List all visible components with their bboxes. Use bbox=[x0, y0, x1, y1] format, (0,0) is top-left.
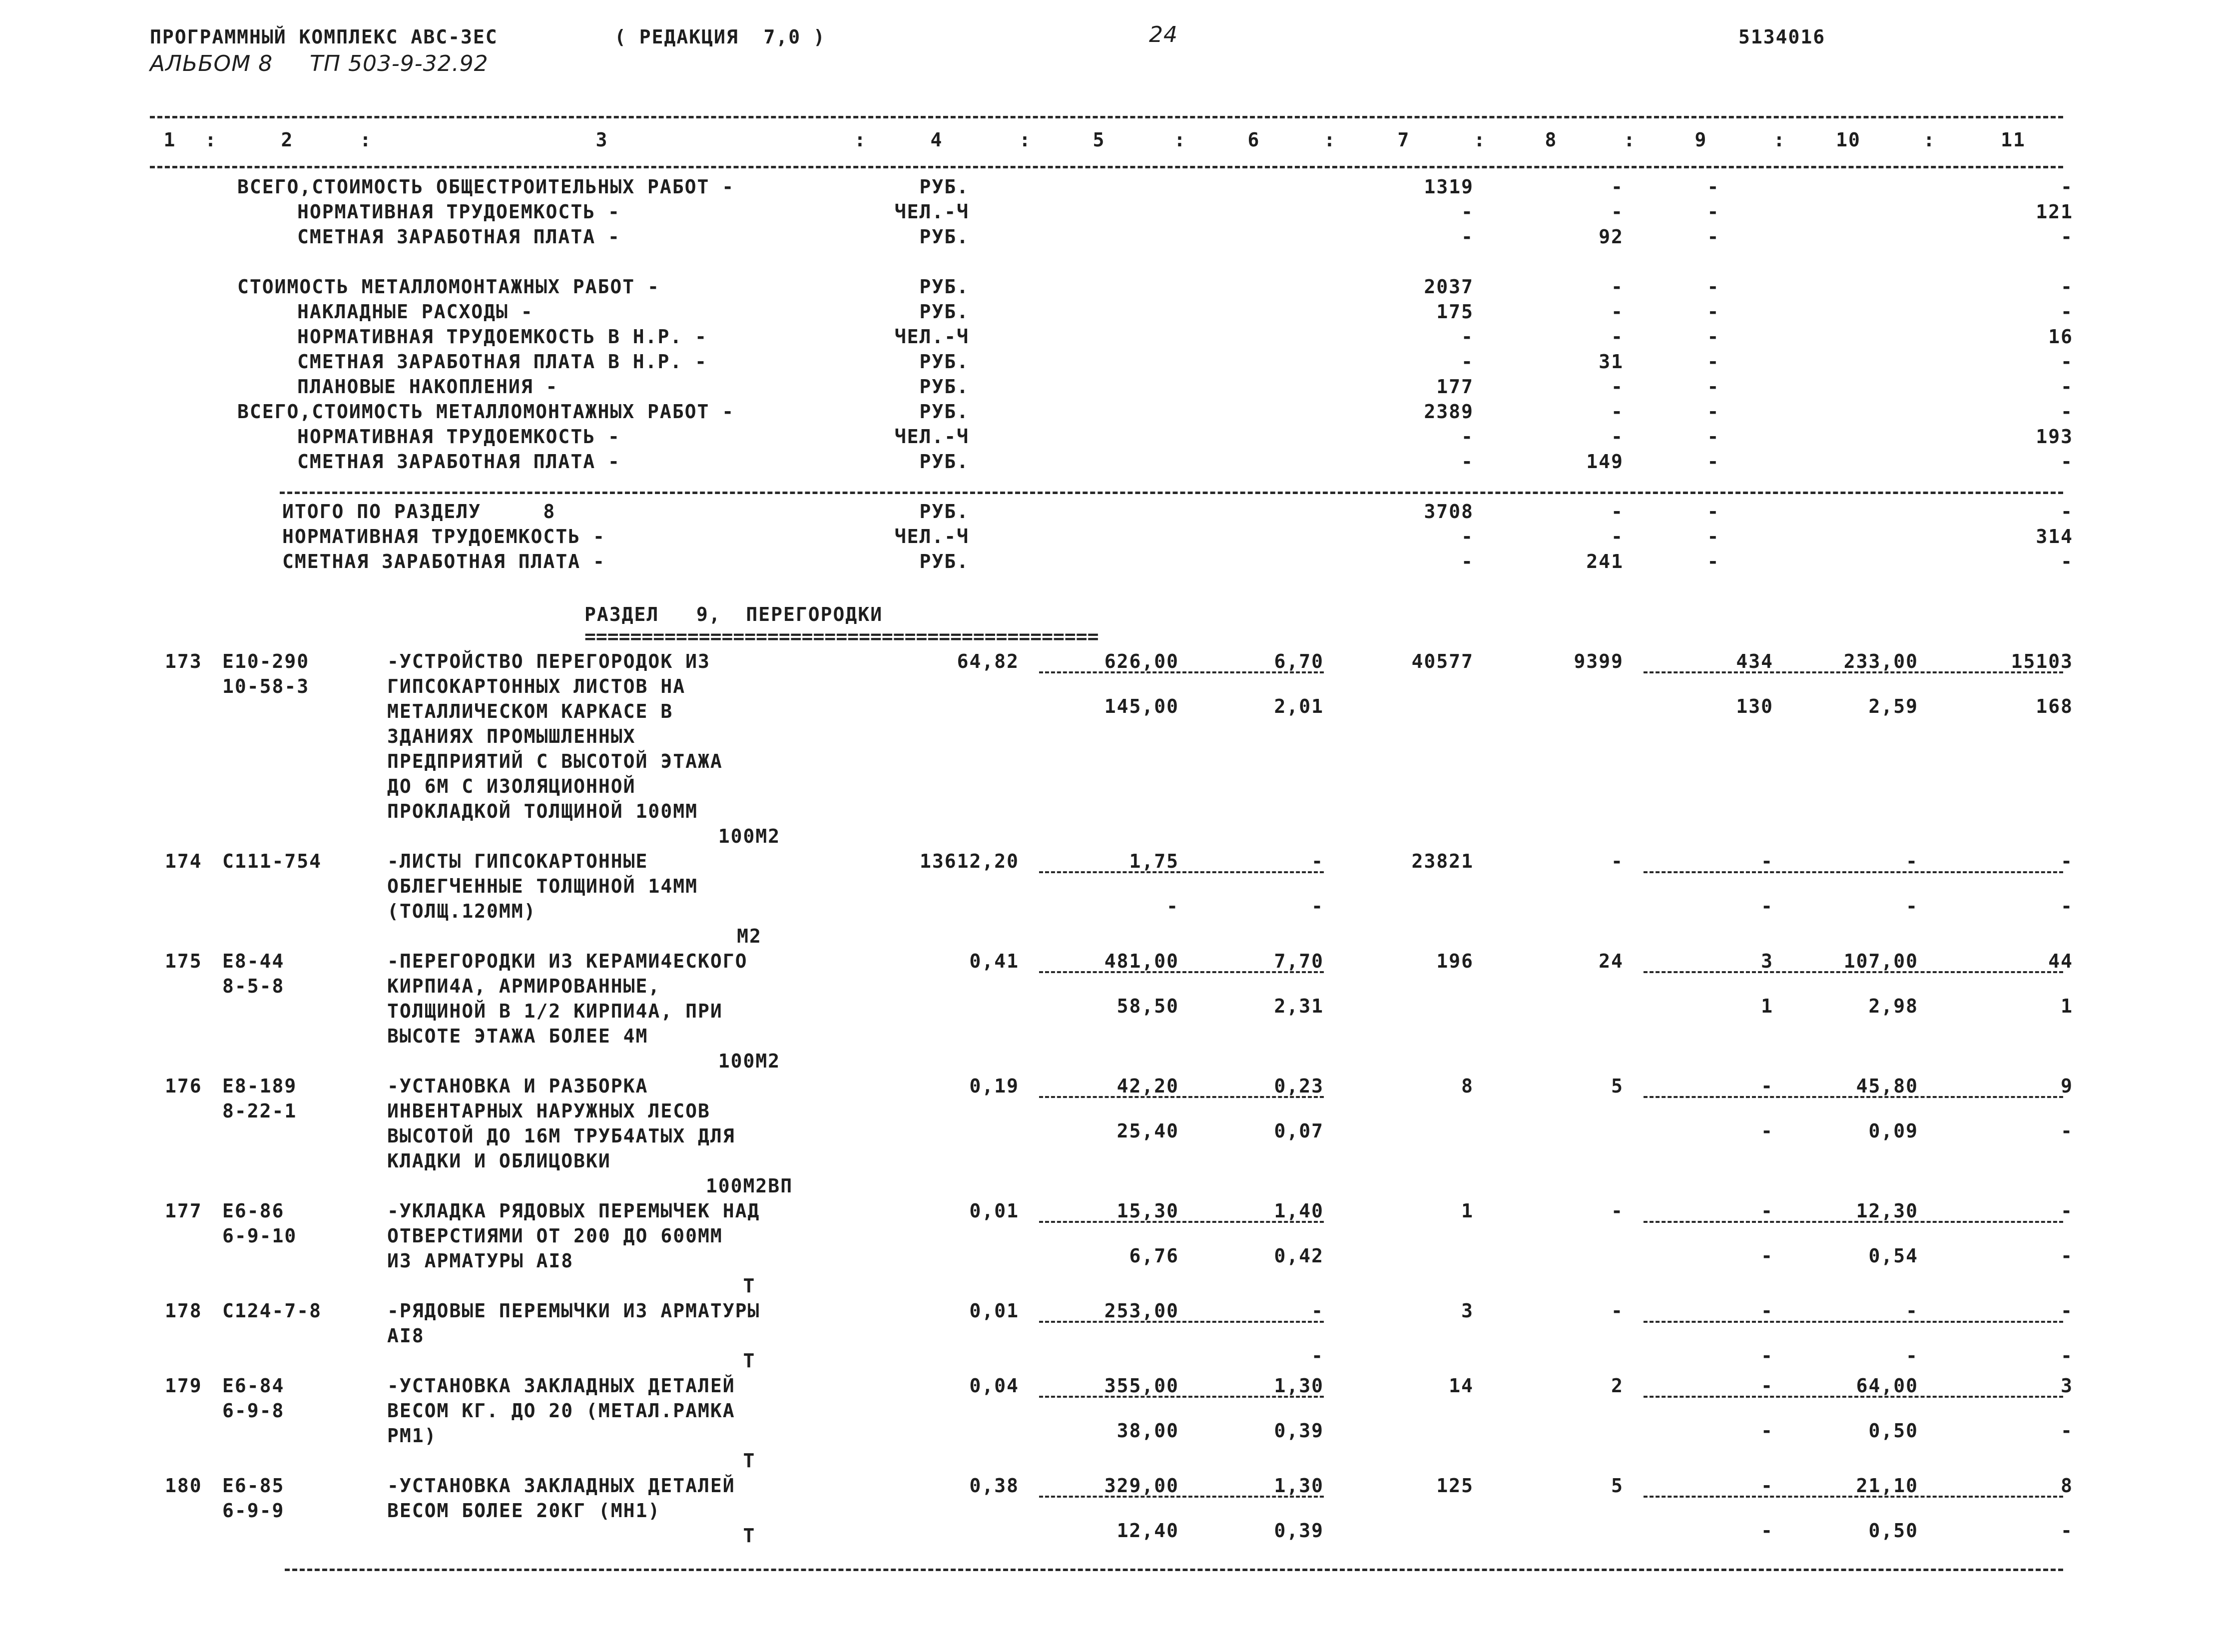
item-col5-wages: 25,40 bbox=[1116, 1120, 1179, 1142]
item-col8: 9399 bbox=[1574, 650, 1624, 672]
item-description-line: ПРОКЛАДКОЙ ТОЛЩИНОЙ 100ММ bbox=[387, 800, 698, 822]
column-separator: : bbox=[854, 129, 867, 151]
item-subrule bbox=[1039, 871, 1324, 873]
item-col10: - bbox=[1906, 850, 1918, 872]
item-col10-wages: 0,54 bbox=[1868, 1245, 1918, 1267]
item-col11-wages: 1 bbox=[2061, 995, 2073, 1017]
summary-label: ИТОГО ПО РАЗДЕЛУ 8 bbox=[282, 501, 556, 523]
item-col5: 481,00 bbox=[1104, 950, 1179, 972]
summary-col8: 149 bbox=[1586, 451, 1624, 473]
summary-label: НОРМАТИВНАЯ ТРУДОЕМКОСТЬ - bbox=[297, 201, 620, 223]
item-col11: - bbox=[2061, 1300, 2073, 1322]
item-col7: 3 bbox=[1461, 1300, 1474, 1322]
summary-unit: РУБ. bbox=[919, 401, 969, 423]
item-number: 179 bbox=[165, 1375, 202, 1397]
item-description-line: ГИПСОКАРТОННЫХ ЛИСТОВ НА bbox=[387, 675, 686, 697]
summary-col8: 31 bbox=[1599, 351, 1624, 373]
item-number: 177 bbox=[165, 1200, 202, 1222]
item-col8: 5 bbox=[1611, 1075, 1624, 1097]
item-col10: 64,00 bbox=[1856, 1375, 1918, 1397]
item-description-line: ВЕСОМ БОЛЕЕ 20КГ (МН1) bbox=[387, 1500, 661, 1522]
item-subrule bbox=[1039, 1221, 1324, 1223]
summary-col11: - bbox=[2061, 226, 2073, 248]
column-separator: : bbox=[205, 129, 217, 151]
item-subcode: 10-58-3 bbox=[222, 675, 310, 697]
item-col10: 233,00 bbox=[1843, 650, 1918, 672]
item-description-line: -ЛИСТЫ ГИПСОКАРТОННЫЕ bbox=[387, 850, 648, 872]
summary-col9: - bbox=[1707, 376, 1720, 398]
item-code: С111-754 bbox=[222, 850, 322, 872]
item-subcode: 8-22-1 bbox=[222, 1100, 297, 1122]
summary-col9: - bbox=[1707, 201, 1720, 223]
item-col6: 1,30 bbox=[1274, 1375, 1324, 1397]
column-separator: : bbox=[360, 129, 372, 151]
item-col11-wages: 168 bbox=[2036, 695, 2073, 717]
item-col9-wages: - bbox=[1761, 1520, 1773, 1542]
item-quantity: 0,19 bbox=[969, 1075, 1019, 1097]
summary-col9: - bbox=[1707, 501, 1720, 523]
summary-col11: - bbox=[2061, 551, 2073, 572]
item-col9-wages: - bbox=[1761, 1120, 1773, 1142]
summary-label: СМЕТНАЯ ЗАРАБОТНАЯ ПЛАТА В Н.Р. - bbox=[297, 351, 707, 373]
item-description-line: ПРЕДПРИЯТИЙ С ВЫСОТОЙ ЭТАЖА bbox=[387, 750, 723, 772]
summary-col9: - bbox=[1707, 226, 1720, 248]
header-rule-top bbox=[150, 116, 2063, 118]
page-number: 24 bbox=[1149, 22, 1178, 47]
item-description-line: ОБЛЕГЧЕННЫЕ ТОЛЩИНОЙ 14ММ bbox=[387, 875, 698, 897]
summary-col7: - bbox=[1461, 551, 1474, 572]
item-col5-wages: 38,00 bbox=[1116, 1420, 1179, 1442]
summary-unit: РУБ. bbox=[919, 276, 969, 298]
item-col7: 125 bbox=[1436, 1475, 1474, 1497]
summary-col8: - bbox=[1611, 376, 1624, 398]
summary-label: НАКЛАДНЫЕ РАСХОДЫ - bbox=[297, 301, 534, 323]
summary-label: СМЕТНАЯ ЗАРАБОТНАЯ ПЛАТА - bbox=[297, 451, 620, 473]
summary-unit: РУБ. bbox=[919, 226, 969, 248]
item-col11: 44 bbox=[2048, 950, 2073, 972]
item-description-line: -УСТАНОВКА И РАЗБОРКА bbox=[387, 1075, 648, 1097]
column-header-11: 11 bbox=[2001, 129, 2026, 151]
item-col6-wages: 0,07 bbox=[1274, 1120, 1324, 1142]
item-col11: 8 bbox=[2061, 1475, 2073, 1497]
item-col9-wages: - bbox=[1761, 895, 1773, 917]
summary-unit: РУБ. bbox=[919, 176, 969, 198]
item-unit: Т bbox=[743, 1275, 756, 1297]
summary-col7: 3708 bbox=[1424, 501, 1474, 523]
summary-label: СМЕТНАЯ ЗАРАБОТНАЯ ПЛАТА - bbox=[282, 551, 605, 572]
item-col10: - bbox=[1906, 1300, 1918, 1322]
item-description-line: РМ1) bbox=[387, 1425, 437, 1447]
item-subrule bbox=[1644, 1321, 2063, 1323]
item-col6: 0,23 bbox=[1274, 1075, 1324, 1097]
item-col11-wages: - bbox=[2061, 1120, 2073, 1142]
summary-col11: - bbox=[2061, 301, 2073, 323]
item-col11: 3 bbox=[2061, 1375, 2073, 1397]
item-col10-wages: - bbox=[1906, 1345, 1918, 1367]
column-header-4: 4 bbox=[930, 129, 943, 151]
item-col6: 1,30 bbox=[1274, 1475, 1324, 1497]
item-quantity: 13612,20 bbox=[919, 850, 1019, 872]
item-col6-wages: - bbox=[1311, 895, 1324, 917]
item-description-line: МЕТАЛЛИЧЕСКОМ КАРКАСЕ В bbox=[387, 700, 673, 722]
item-col7: 14 bbox=[1449, 1375, 1474, 1397]
summary-unit: РУБ. bbox=[919, 351, 969, 373]
header-rule-bottom bbox=[150, 166, 2063, 168]
summary-col8: - bbox=[1611, 401, 1624, 423]
item-col5: 42,20 bbox=[1116, 1075, 1179, 1097]
item-subrule bbox=[1644, 1221, 2063, 1223]
item-col7: 1 bbox=[1461, 1200, 1474, 1222]
column-separator: : bbox=[1174, 129, 1186, 151]
item-col9: - bbox=[1761, 1200, 1773, 1222]
item-col11-wages: - bbox=[2061, 1345, 2073, 1367]
column-header-2: 2 bbox=[281, 129, 294, 151]
summary-col9: - bbox=[1707, 451, 1720, 473]
item-col6: 1,40 bbox=[1274, 1200, 1324, 1222]
summary-col11: - bbox=[2061, 376, 2073, 398]
item-col10: 45,80 bbox=[1856, 1075, 1918, 1097]
summary-col11: - bbox=[2061, 176, 2073, 198]
item-description-line: -УКЛАДКА РЯДОВЫХ ПЕРЕМЫЧЕК НАД bbox=[387, 1200, 760, 1222]
item-col7: 8 bbox=[1461, 1075, 1474, 1097]
summary-col11: - bbox=[2061, 401, 2073, 423]
item-col7: 23821 bbox=[1411, 850, 1474, 872]
item-subrule bbox=[1039, 971, 1324, 973]
summary-label: ПЛАНОВЫЕ НАКОПЛЕНИЯ - bbox=[297, 376, 558, 398]
item-col5-wages: 6,76 bbox=[1129, 1245, 1179, 1267]
summary-col8: - bbox=[1611, 526, 1624, 548]
summary-col7: 177 bbox=[1436, 376, 1474, 398]
item-col6: - bbox=[1311, 850, 1324, 872]
item-subrule bbox=[1039, 1396, 1324, 1398]
item-col7: 40577 bbox=[1411, 650, 1474, 672]
summary-unit: ЧЕЛ.-Ч bbox=[894, 526, 969, 548]
item-subrule bbox=[1644, 871, 2063, 873]
item-subrule bbox=[1039, 1321, 1324, 1323]
summary-col11: - bbox=[2061, 451, 2073, 473]
item-description-line: -УСТАНОВКА ЗАКЛАДНЫХ ДЕТАЛЕЙ bbox=[387, 1375, 735, 1397]
item-code: Е6-86 bbox=[222, 1200, 285, 1222]
item-subcode: 6-9-10 bbox=[222, 1225, 297, 1247]
item-col9-wages: - bbox=[1761, 1245, 1773, 1267]
item-col5-wages: 12,40 bbox=[1116, 1520, 1179, 1542]
column-header-7: 7 bbox=[1397, 129, 1410, 151]
program-title: ПРОГРАММНЫЙ КОМПЛЕКС АВС-3ЕС bbox=[150, 26, 498, 48]
item-col6-wages: 0,39 bbox=[1274, 1520, 1324, 1542]
summary-col8: - bbox=[1611, 276, 1624, 298]
item-quantity: 0,41 bbox=[969, 950, 1019, 972]
summary-col7: 2037 bbox=[1424, 276, 1474, 298]
item-description-line: ЗДАНИЯХ ПРОМЫШЛЕННЫХ bbox=[387, 725, 636, 747]
bottom-rule bbox=[285, 1569, 2063, 1571]
item-col11-wages: - bbox=[2061, 1420, 2073, 1442]
item-col9: - bbox=[1761, 1075, 1773, 1097]
item-code: С124-7-8 bbox=[222, 1300, 322, 1322]
summary-label: ВСЕГО,СТОИМОСТЬ МЕТАЛЛОМОНТАЖНЫХ РАБОТ - bbox=[237, 401, 735, 423]
summary-col8: 92 bbox=[1599, 226, 1624, 248]
item-unit: 100М2 bbox=[718, 1050, 781, 1072]
section-title: РАЗДЕЛ 9, ПЕРЕГОРОДКИ bbox=[584, 603, 883, 625]
item-col9-wages: 130 bbox=[1736, 695, 1773, 717]
item-unit: 100М2 bbox=[718, 825, 781, 847]
item-col9-wages: 1 bbox=[1761, 995, 1773, 1017]
summary-col8: - bbox=[1611, 501, 1624, 523]
summary-rule bbox=[280, 492, 2063, 494]
item-description-line: -РЯДОВЫЕ ПЕРЕМЫЧКИ ИЗ АРМАТУРЫ bbox=[387, 1300, 760, 1322]
item-description-line: -ПЕРЕГОРОДКИ ИЗ КЕРАМИ4ЕСКОГО bbox=[387, 950, 748, 972]
item-number: 176 bbox=[165, 1075, 202, 1097]
item-code: Е8-189 bbox=[222, 1075, 297, 1097]
summary-col9: - bbox=[1707, 426, 1720, 448]
item-col10: 12,30 bbox=[1856, 1200, 1918, 1222]
summary-unit: РУБ. bbox=[919, 501, 969, 523]
item-code: Е10-290 bbox=[222, 650, 310, 672]
item-col5-wages: 58,50 bbox=[1116, 995, 1179, 1017]
item-description-line: ИНВЕНТАРНЫХ НАРУЖНЫХ ЛЕСОВ bbox=[387, 1100, 710, 1122]
item-col10-wages: 2,59 bbox=[1868, 695, 1918, 717]
item-subrule bbox=[1644, 971, 2063, 973]
item-description-line: ИЗ АРМАТУРЫ АI8 bbox=[387, 1250, 574, 1272]
summary-col7: 175 bbox=[1436, 301, 1474, 323]
column-separator: : bbox=[1624, 129, 1636, 151]
item-code: Е6-84 bbox=[222, 1375, 285, 1397]
item-quantity: 0,04 bbox=[969, 1375, 1019, 1397]
summary-col11: 121 bbox=[2036, 201, 2073, 223]
column-header-6: 6 bbox=[1247, 129, 1260, 151]
item-unit: М2 bbox=[737, 925, 762, 947]
item-description-line: -УСТАНОВКА ЗАКЛАДНЫХ ДЕТАЛЕЙ bbox=[387, 1475, 735, 1497]
item-subrule bbox=[1039, 1496, 1324, 1498]
summary-col11: 314 bbox=[2036, 526, 2073, 548]
summary-col11: - bbox=[2061, 351, 2073, 373]
item-description-line: ВЕСОМ КГ. ДО 20 (МЕТАЛ.РАМКА bbox=[387, 1400, 735, 1422]
summary-col7: - bbox=[1461, 201, 1474, 223]
edition-label: ( РЕДАКЦИЯ 7,0 ) bbox=[614, 26, 826, 48]
item-description-line: КЛАДКИ И ОБЛИЦОВКИ bbox=[387, 1150, 611, 1172]
summary-unit: РУБ. bbox=[919, 376, 969, 398]
summary-col8: 241 bbox=[1586, 551, 1624, 572]
item-col8: 2 bbox=[1611, 1375, 1624, 1397]
column-header-5: 5 bbox=[1093, 129, 1106, 151]
item-col5: 626,00 bbox=[1104, 650, 1179, 672]
item-col6: 7,70 bbox=[1274, 950, 1324, 972]
summary-col7: - bbox=[1461, 526, 1474, 548]
item-col6-wages: 0,39 bbox=[1274, 1420, 1324, 1442]
item-col6-wages: 0,42 bbox=[1274, 1245, 1324, 1267]
item-subcode: 6-9-9 bbox=[222, 1500, 285, 1522]
item-description-line: ВЫСОТОЙ ДО 16М ТРУБ4АТЫХ ДЛЯ bbox=[387, 1125, 735, 1147]
tp-label: ТП 503-9-32.92 bbox=[310, 51, 489, 76]
item-col8: - bbox=[1611, 1300, 1624, 1322]
column-separator: : bbox=[1474, 129, 1486, 151]
item-col6-wages: - bbox=[1311, 1345, 1324, 1367]
item-col9-wages: - bbox=[1761, 1420, 1773, 1442]
item-col9: 434 bbox=[1736, 650, 1773, 672]
summary-label: НОРМАТИВНАЯ ТРУДОЕМКОСТЬ - bbox=[282, 526, 605, 548]
item-number: 178 bbox=[165, 1300, 202, 1322]
item-col10-wages: - bbox=[1906, 895, 1918, 917]
item-col5-wages: - bbox=[1166, 895, 1179, 917]
item-subrule bbox=[1039, 671, 1324, 673]
document-code: 5134016 bbox=[1738, 26, 1826, 48]
summary-col9: - bbox=[1707, 551, 1720, 572]
item-col9: 3 bbox=[1761, 950, 1773, 972]
summary-col11: - bbox=[2061, 276, 2073, 298]
summary-col7: - bbox=[1461, 351, 1474, 373]
item-col11-wages: - bbox=[2061, 895, 2073, 917]
summary-col8: - bbox=[1611, 176, 1624, 198]
item-description-line: ТОЛЩИНОЙ В 1/2 КИРПИ4А, ПРИ bbox=[387, 1000, 723, 1022]
summary-col9: - bbox=[1707, 276, 1720, 298]
item-col10-wages: 0,09 bbox=[1868, 1120, 1918, 1142]
item-quantity: 0,38 bbox=[969, 1475, 1019, 1497]
item-col10-wages: 2,98 bbox=[1868, 995, 1918, 1017]
item-col8: - bbox=[1611, 850, 1624, 872]
item-col10: 107,00 bbox=[1843, 950, 1918, 972]
item-subrule bbox=[1644, 1496, 2063, 1498]
item-col6-wages: 2,31 bbox=[1274, 995, 1324, 1017]
summary-col7: 2389 bbox=[1424, 401, 1474, 423]
item-col11: - bbox=[2061, 1200, 2073, 1222]
item-col5: 15,30 bbox=[1116, 1200, 1179, 1222]
summary-col7: 1319 bbox=[1424, 176, 1474, 198]
item-col11: 15103 bbox=[2011, 650, 2073, 672]
summary-label: ВСЕГО,СТОИМОСТЬ ОБЩЕСТРОИТЕЛЬНЫХ РАБОТ - bbox=[237, 176, 735, 198]
column-header-9: 9 bbox=[1694, 129, 1707, 151]
item-code: Е6-85 bbox=[222, 1475, 285, 1497]
item-description-line: АI8 bbox=[387, 1325, 425, 1347]
item-col9: - bbox=[1761, 1475, 1773, 1497]
item-col8: 24 bbox=[1599, 950, 1624, 972]
item-col11: 9 bbox=[2061, 1075, 2073, 1097]
item-description-line: (ТОЛЩ.120ММ) bbox=[387, 900, 537, 922]
item-number: 175 bbox=[165, 950, 202, 972]
column-separator: : bbox=[1773, 129, 1786, 151]
item-description-line: КИРПИ4А, АРМИРОВАННЫЕ, bbox=[387, 975, 661, 997]
summary-col7: - bbox=[1461, 426, 1474, 448]
item-unit: Т bbox=[743, 1525, 756, 1547]
summary-col8: - bbox=[1611, 301, 1624, 323]
item-number: 180 bbox=[165, 1475, 202, 1497]
item-col5: 253,00 bbox=[1104, 1300, 1179, 1322]
item-col6-wages: 2,01 bbox=[1274, 695, 1324, 717]
item-subrule bbox=[1644, 1096, 2063, 1098]
summary-label: СМЕТНАЯ ЗАРАБОТНАЯ ПЛАТА - bbox=[297, 226, 620, 248]
summary-unit: РУБ. bbox=[919, 301, 969, 323]
item-unit: Т bbox=[743, 1450, 756, 1472]
summary-col8: - bbox=[1611, 426, 1624, 448]
summary-col9: - bbox=[1707, 526, 1720, 548]
column-separator: : bbox=[1324, 129, 1336, 151]
item-col5: 329,00 bbox=[1104, 1475, 1179, 1497]
column-header-8: 8 bbox=[1545, 129, 1558, 151]
item-col9: - bbox=[1761, 1375, 1773, 1397]
summary-col8: - bbox=[1611, 201, 1624, 223]
item-col5: 1,75 bbox=[1129, 850, 1179, 872]
item-code: Е8-44 bbox=[222, 950, 285, 972]
summary-col11: 16 bbox=[2048, 326, 2073, 348]
item-description-line: ОТВЕРСТИЯМИ ОТ 200 ДО 600ММ bbox=[387, 1225, 723, 1247]
item-col10-wages: 0,50 bbox=[1868, 1520, 1918, 1542]
item-description-line: -УСТРОЙСТВО ПЕРЕГОРОДОК ИЗ bbox=[387, 650, 710, 672]
item-col5: 355,00 bbox=[1104, 1375, 1179, 1397]
item-col11-wages: - bbox=[2061, 1245, 2073, 1267]
summary-col9: - bbox=[1707, 301, 1720, 323]
item-quantity: 0,01 bbox=[969, 1300, 1019, 1322]
item-col6: 6,70 bbox=[1274, 650, 1324, 672]
summary-col7: - bbox=[1461, 451, 1474, 473]
summary-label: НОРМАТИВНАЯ ТРУДОЕМКОСТЬ - bbox=[297, 426, 620, 448]
item-col10-wages: 0,50 bbox=[1868, 1420, 1918, 1442]
summary-col8: - bbox=[1611, 326, 1624, 348]
section-underline: ============================================= bbox=[584, 625, 1099, 647]
item-col9: - bbox=[1761, 1300, 1773, 1322]
item-col11: - bbox=[2061, 850, 2073, 872]
item-number: 173 bbox=[165, 650, 202, 672]
item-col8: 5 bbox=[1611, 1475, 1624, 1497]
item-col5-wages: 145,00 bbox=[1104, 695, 1179, 717]
summary-unit: ЧЕЛ.-Ч bbox=[894, 201, 969, 223]
item-description-line: ВЫСОТЕ ЭТАЖА БОЛЕЕ 4М bbox=[387, 1025, 648, 1047]
summary-col11: - bbox=[2061, 501, 2073, 523]
item-number: 174 bbox=[165, 850, 202, 872]
summary-label: НОРМАТИВНАЯ ТРУДОЕМКОСТЬ В Н.Р. - bbox=[297, 326, 707, 348]
summary-col9: - bbox=[1707, 176, 1720, 198]
column-header-1: 1 bbox=[163, 129, 176, 151]
item-unit: 100М2ВП bbox=[705, 1175, 793, 1197]
item-col9-wages: - bbox=[1761, 1345, 1773, 1367]
item-subcode: 6-9-8 bbox=[222, 1400, 285, 1422]
item-description-line: ДО 6М С ИЗОЛЯЦИОННОЙ bbox=[387, 775, 636, 797]
item-col9: - bbox=[1761, 850, 1773, 872]
item-col6: - bbox=[1311, 1300, 1324, 1322]
summary-col11: 193 bbox=[2036, 426, 2073, 448]
item-col8: - bbox=[1611, 1200, 1624, 1222]
summary-col7: - bbox=[1461, 326, 1474, 348]
item-unit: Т bbox=[743, 1350, 756, 1372]
album-label: АЛЬБОМ 8 bbox=[150, 51, 273, 76]
summary-col9: - bbox=[1707, 326, 1720, 348]
column-header-3: 3 bbox=[595, 129, 608, 151]
item-col10: 21,10 bbox=[1856, 1475, 1918, 1497]
item-subrule bbox=[1644, 1396, 2063, 1398]
item-quantity: 0,01 bbox=[969, 1200, 1019, 1222]
summary-unit: РУБ. bbox=[919, 451, 969, 473]
item-col7: 196 bbox=[1436, 950, 1474, 972]
item-subcode: 8-5-8 bbox=[222, 975, 285, 997]
summary-unit: ЧЕЛ.-Ч bbox=[894, 326, 969, 348]
summary-unit: ЧЕЛ.-Ч bbox=[894, 426, 969, 448]
column-separator: : bbox=[1923, 129, 1936, 151]
item-subrule bbox=[1039, 1096, 1324, 1098]
summary-unit: РУБ. bbox=[919, 551, 969, 572]
column-separator: : bbox=[1019, 129, 1032, 151]
item-subrule bbox=[1644, 671, 2063, 673]
column-header-10: 10 bbox=[1836, 129, 1861, 151]
item-col11-wages: - bbox=[2061, 1520, 2073, 1542]
item-quantity: 64,82 bbox=[957, 650, 1019, 672]
summary-label: СТОИМОСТЬ МЕТАЛЛОМОНТАЖНЫХ РАБОТ - bbox=[237, 276, 660, 298]
summary-col9: - bbox=[1707, 351, 1720, 373]
summary-col7: - bbox=[1461, 226, 1474, 248]
summary-col9: - bbox=[1707, 401, 1720, 423]
